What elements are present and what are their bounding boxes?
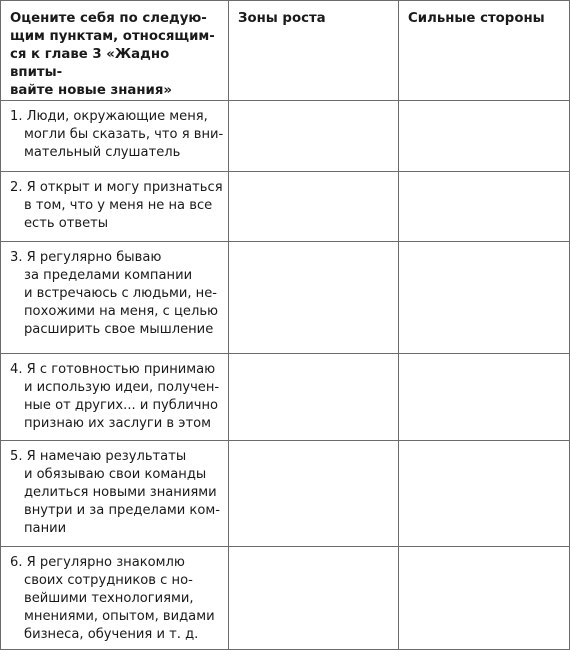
item-text-line: похожими на меня, с целью	[24, 304, 219, 319]
item-text-line: могли бы сказать, что я вни-	[24, 127, 224, 142]
item-text-line: вейшими технологиями,	[24, 591, 194, 606]
header-criteria-line: ся к главе 3 «Жадно впиты-	[10, 47, 170, 80]
header-criteria-line: вайте новые знания»	[10, 83, 172, 98]
item-text-line: признаю их заслуги в этом	[24, 416, 211, 431]
table-header-row	[1, 1, 570, 101]
item-text-line: и обязываю свои команды	[24, 467, 207, 482]
strength-cell[interactable]	[399, 354, 570, 441]
header-growth-areas	[229, 1, 399, 101]
header-criteria	[1, 1, 229, 101]
table-row	[1, 354, 570, 441]
item-text-line: 4. Я с готовностью принимаю	[10, 362, 216, 377]
item-text-line: в том, что у меня не на все	[24, 198, 213, 213]
item-text-line: мнениями, опытом, видами	[24, 609, 215, 624]
item-text-line: 1. Люди, окружающие меня,	[10, 109, 208, 124]
item-text-line: пании	[24, 521, 67, 536]
item-text-line: 5. Я намечаю результаты	[10, 449, 187, 464]
growth-area-cell[interactable]	[229, 441, 399, 547]
item-text-line: 3. Я регулярно бываю	[10, 250, 162, 265]
item-text-line: и использую идеи, получен-	[24, 380, 220, 395]
item-text-line: бизнеса, обучения и т. д.	[24, 627, 199, 642]
growth-area-cell[interactable]	[229, 101, 399, 172]
strength-cell[interactable]	[399, 547, 570, 650]
strength-cell[interactable]	[399, 242, 570, 354]
header-strengths-label: Сильные стороны	[408, 11, 545, 26]
item-text-line: делиться новыми знаниями	[24, 485, 217, 500]
table-row	[1, 547, 570, 650]
item-text-line: мательный слушатель	[24, 145, 181, 160]
growth-area-cell[interactable]	[229, 172, 399, 242]
item-cell	[1, 101, 229, 172]
item-cell	[1, 441, 229, 547]
item-text-line: ные от других... и публично	[24, 398, 219, 413]
table-row	[1, 101, 570, 172]
header-criteria-line: Оцените себя по следую-	[10, 11, 207, 26]
item-cell	[1, 172, 229, 242]
strength-cell[interactable]	[399, 172, 570, 242]
item-text-line: и встречаюсь с людьми, не-	[24, 286, 218, 301]
item-text-line: 6. Я регулярно знакомлю	[10, 555, 185, 570]
strength-cell[interactable]	[399, 441, 570, 547]
header-criteria-line: щим пунктам, относящим-	[10, 29, 215, 44]
item-text-line: внутри и за пределами ком-	[24, 503, 220, 518]
item-text-line: своих сотрудников с но-	[24, 573, 193, 588]
growth-area-cell[interactable]	[229, 547, 399, 650]
table-row	[1, 242, 570, 354]
item-cell	[1, 242, 229, 354]
item-cell	[1, 354, 229, 441]
item-text-line: расширить свое мышление	[24, 322, 214, 337]
strength-cell[interactable]	[399, 101, 570, 172]
table-row	[1, 172, 570, 242]
table-row	[1, 441, 570, 547]
item-text-line: есть ответы	[24, 216, 109, 231]
item-text-line: за пределами компании	[24, 268, 193, 283]
growth-area-cell[interactable]	[229, 354, 399, 441]
item-text-line: 2. Я открыт и могу признаться	[10, 180, 223, 195]
header-strengths	[399, 1, 570, 101]
growth-area-cell[interactable]	[229, 242, 399, 354]
header-growth-areas-label: Зоны роста	[238, 11, 326, 26]
item-cell	[1, 547, 229, 650]
